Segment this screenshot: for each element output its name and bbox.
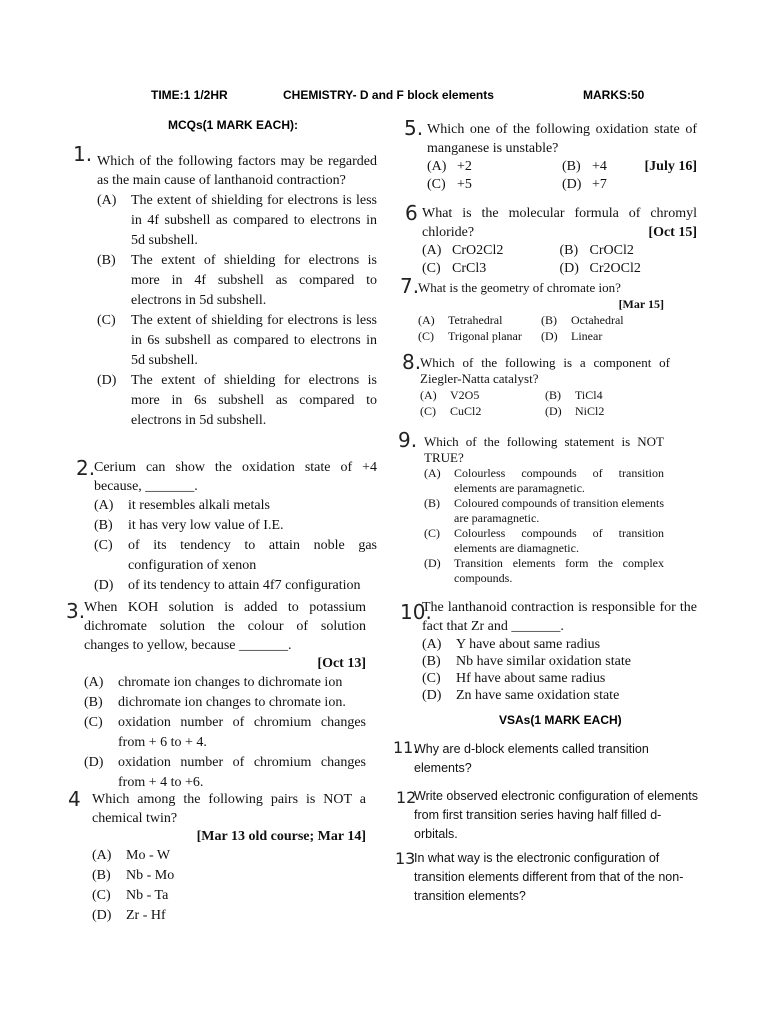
option	[92, 866, 366, 886]
option	[560, 260, 698, 278]
option	[420, 387, 545, 403]
option-text: Transition elements form the complex compounds.	[454, 556, 664, 585]
option-label: (C)	[84, 715, 103, 730]
question-5	[427, 120, 697, 194]
option	[424, 556, 664, 586]
option-text: of its tendency to attain 4f7 configuration	[128, 578, 361, 593]
option-text: Y have about same radius	[456, 637, 601, 652]
option-label: (B)	[92, 868, 111, 883]
option-text: Cr2OCl2	[589, 261, 641, 276]
option-label: (A)	[92, 848, 112, 863]
option-label: (D)	[424, 556, 441, 570]
option-text: oxidation number of chromium changes from + 4 to +6.	[118, 755, 366, 790]
option-text: it resembles alkali metals	[128, 498, 270, 513]
option	[418, 312, 541, 328]
option-label: (A)	[422, 243, 442, 258]
question-8	[420, 355, 670, 419]
option	[94, 536, 377, 576]
option-label: (A)	[97, 193, 117, 208]
option	[422, 670, 697, 687]
question-number: 13	[395, 849, 416, 868]
question-number: 8.	[402, 350, 422, 374]
question-number: 11.	[393, 738, 419, 757]
option-text: Mo - W	[126, 848, 171, 863]
option-text: +2	[457, 159, 472, 174]
option-text: +7	[592, 177, 607, 192]
option	[422, 687, 697, 704]
option-label: (C)	[420, 404, 436, 418]
option-label: (D)	[92, 908, 112, 923]
option	[541, 328, 664, 344]
option-label: (D)	[541, 329, 558, 343]
option	[97, 371, 377, 431]
option-text: The extent of shielding for electrons is more in 4f subshell as compared to electrons in 5d subshell.	[131, 253, 377, 308]
option-label: (B)	[562, 159, 581, 174]
option-text: Coloured compounds of transition elements are paramagnetic.	[454, 496, 664, 525]
option	[97, 311, 377, 371]
question-6	[422, 204, 697, 278]
option-label: (C)	[97, 313, 116, 328]
mcq-section-title: MCQs(1 MARK EACH):	[168, 118, 298, 132]
question-number: 10.	[400, 600, 432, 624]
option-text: Colourless compounds of transition elements are diamagnetic.	[454, 526, 664, 555]
option	[97, 251, 377, 311]
option-label: (C)	[94, 538, 113, 553]
option-label: (B)	[424, 496, 440, 510]
question-stem: Which of the following statement is NOT TRUE?	[424, 434, 664, 465]
option-label: (C)	[422, 261, 441, 276]
exam-marks: MARKS:50	[583, 88, 645, 102]
question-number: 12	[396, 788, 417, 807]
option-text: The extent of shielding for electrons is less in 4f subshell as compared to electrons in 5d subshell.	[131, 193, 377, 248]
question-number: 3.	[66, 599, 86, 623]
option-text: +4	[592, 159, 607, 174]
option	[420, 403, 545, 419]
question-stem: Cerium can show the oxidation state of +4 because, _______.	[94, 460, 377, 494]
option	[418, 328, 541, 344]
question-12: Write observed electronic configuration of elements from first transition series having half filled d-orbitals.	[414, 789, 698, 841]
option-label: (B)	[84, 695, 103, 710]
exam-reference: [Mar 15]	[618, 297, 664, 311]
option	[84, 713, 366, 753]
option-text: NiCl2	[575, 404, 605, 418]
option-text: The extent of shielding for electrons is more in 6s subshell as compared to electrons in 5d subshell.	[131, 373, 377, 428]
option	[94, 576, 377, 596]
option	[424, 466, 664, 496]
question-stem: Which among the following pairs is NOT a chemical twin?	[92, 792, 366, 826]
option-label: (D)	[97, 373, 117, 388]
exam-reference: [Oct 15]	[648, 225, 697, 240]
option-label: (D)	[84, 755, 104, 770]
option-label: (A)	[420, 388, 437, 402]
option	[84, 693, 366, 713]
option-text: of its tendency to attain noble gas configuration of xenon	[128, 538, 377, 573]
option-label: (A)	[418, 313, 435, 327]
question-number: 7.	[400, 274, 420, 298]
option-text: CuCl2	[450, 404, 482, 418]
option	[84, 753, 366, 793]
exam-reference: [July 16]	[644, 159, 697, 174]
option	[422, 242, 560, 260]
question-7	[418, 280, 664, 344]
option	[562, 176, 697, 194]
option	[92, 906, 366, 926]
option-text: V2O5	[450, 388, 480, 402]
exam-reference: [Oct 13]	[317, 656, 366, 671]
option-label: (B)	[541, 313, 557, 327]
option-text: Trigonal planar	[448, 329, 522, 343]
question-stem: When KOH solution is added to potassium dichromate solution the colour of solution changes to yellow, because _______.	[84, 600, 366, 653]
option	[422, 653, 697, 670]
question-9	[424, 434, 664, 586]
exam-reference: [Mar 13 old course; Mar 14]	[196, 829, 366, 844]
option-text: +5	[457, 177, 472, 192]
option-label: (A)	[94, 498, 114, 513]
option-text: Colourless compounds of transition elements are paramagnetic.	[454, 466, 664, 495]
option-label: (A)	[427, 159, 447, 174]
question-2	[94, 458, 377, 596]
option	[92, 846, 366, 866]
option-text: dichromate ion changes to chromate ion.	[118, 695, 346, 710]
option-text: Hf have about same radius	[456, 671, 606, 686]
option	[562, 158, 697, 176]
option	[560, 242, 698, 260]
option-text: CrO2Cl2	[452, 243, 504, 258]
question-number: 2.	[76, 456, 96, 480]
option-text: Nb have similar oxidation state	[456, 654, 631, 669]
option-label: (B)	[545, 388, 561, 402]
option	[94, 516, 377, 536]
option-text: The extent of shielding for electrons is less in 6s subshell as compared to electrons in 5d subshell.	[131, 313, 377, 368]
question-stem: Which one of the following oxidation state of manganese is unstable?	[427, 122, 697, 156]
option-label: (B)	[97, 253, 116, 268]
question-number: 6	[405, 201, 418, 225]
question-stem: Which of the following factors may be regarded as the main cause of lanthanoid contraction?	[97, 154, 377, 188]
option-label: (B)	[559, 243, 579, 258]
option-label: (D)	[562, 177, 582, 192]
option-label: (C)	[427, 177, 446, 192]
question-13: In what way is the electronic configuration of transition elements different from that of the non-transition elements?	[414, 851, 684, 903]
option	[97, 191, 377, 251]
option	[422, 636, 697, 653]
question-4	[92, 790, 366, 926]
option	[92, 886, 366, 906]
option	[424, 526, 664, 556]
question-number: 4	[68, 787, 81, 811]
question-number: 1.	[73, 142, 93, 166]
option-text: Nb - Mo	[126, 868, 175, 883]
exam-subject: CHEMISTRY- D and F block elements	[283, 88, 494, 102]
option	[427, 158, 562, 176]
option-label: (C)	[424, 526, 440, 540]
option	[424, 496, 664, 526]
question-3	[84, 598, 366, 793]
option-text: CrOCl2	[589, 243, 634, 258]
option-label: (A)	[84, 675, 104, 690]
option	[545, 387, 670, 403]
option-text: TiCl4	[575, 388, 603, 402]
option-text: Linear	[571, 329, 603, 343]
question-1	[97, 152, 377, 431]
exam-time: TIME:1 1/2HR	[151, 88, 228, 102]
option-label: (C)	[422, 671, 441, 686]
option-text: oxidation number of chromium changes from + 6 to + 4.	[118, 715, 366, 750]
option	[84, 673, 366, 693]
option-label: (B)	[422, 654, 441, 669]
option-text: chromate ion changes to dichromate ion	[118, 675, 343, 690]
option-text: CrCl3	[452, 261, 487, 276]
option-text: Octahedral	[571, 313, 624, 327]
option-text: Nb - Ta	[126, 888, 169, 903]
option	[545, 403, 670, 419]
question-stem: What is the molecular formula of chromyl chloride?	[422, 206, 697, 240]
option-label: (C)	[418, 329, 434, 343]
question-number: 9.	[398, 428, 418, 452]
option	[94, 496, 377, 516]
question-number: 5.	[404, 116, 424, 140]
option-label: (B)	[94, 518, 113, 533]
option-label: (D)	[559, 261, 579, 276]
option-text: Tetrahedral	[448, 313, 503, 327]
option	[427, 176, 562, 194]
question-11: Why are d-block elements called transition elements?	[414, 742, 649, 775]
option-label: (A)	[424, 466, 441, 480]
option-label: (D)	[422, 688, 442, 703]
question-stem: What is the geometry of chromate ion?	[418, 280, 621, 295]
option-label: (D)	[545, 404, 562, 418]
option	[541, 312, 664, 328]
option	[422, 260, 560, 278]
option-label: (D)	[94, 578, 114, 593]
question-10	[422, 598, 697, 704]
option-text: Zr - Hf	[126, 908, 166, 923]
vsa-section-title: VSAs(1 MARK EACH)	[499, 713, 622, 727]
question-stem: Which of the following is a component of Ziegler-Natta catalyst?	[420, 355, 670, 386]
option-label: (A)	[422, 637, 442, 652]
option-text: Zn have same oxidation state	[456, 688, 620, 703]
option-label: (C)	[92, 888, 111, 903]
question-stem: The lanthanoid contraction is responsible for the fact that Zr and _______.	[422, 600, 697, 634]
option-text: it has very low value of I.E.	[128, 518, 284, 533]
